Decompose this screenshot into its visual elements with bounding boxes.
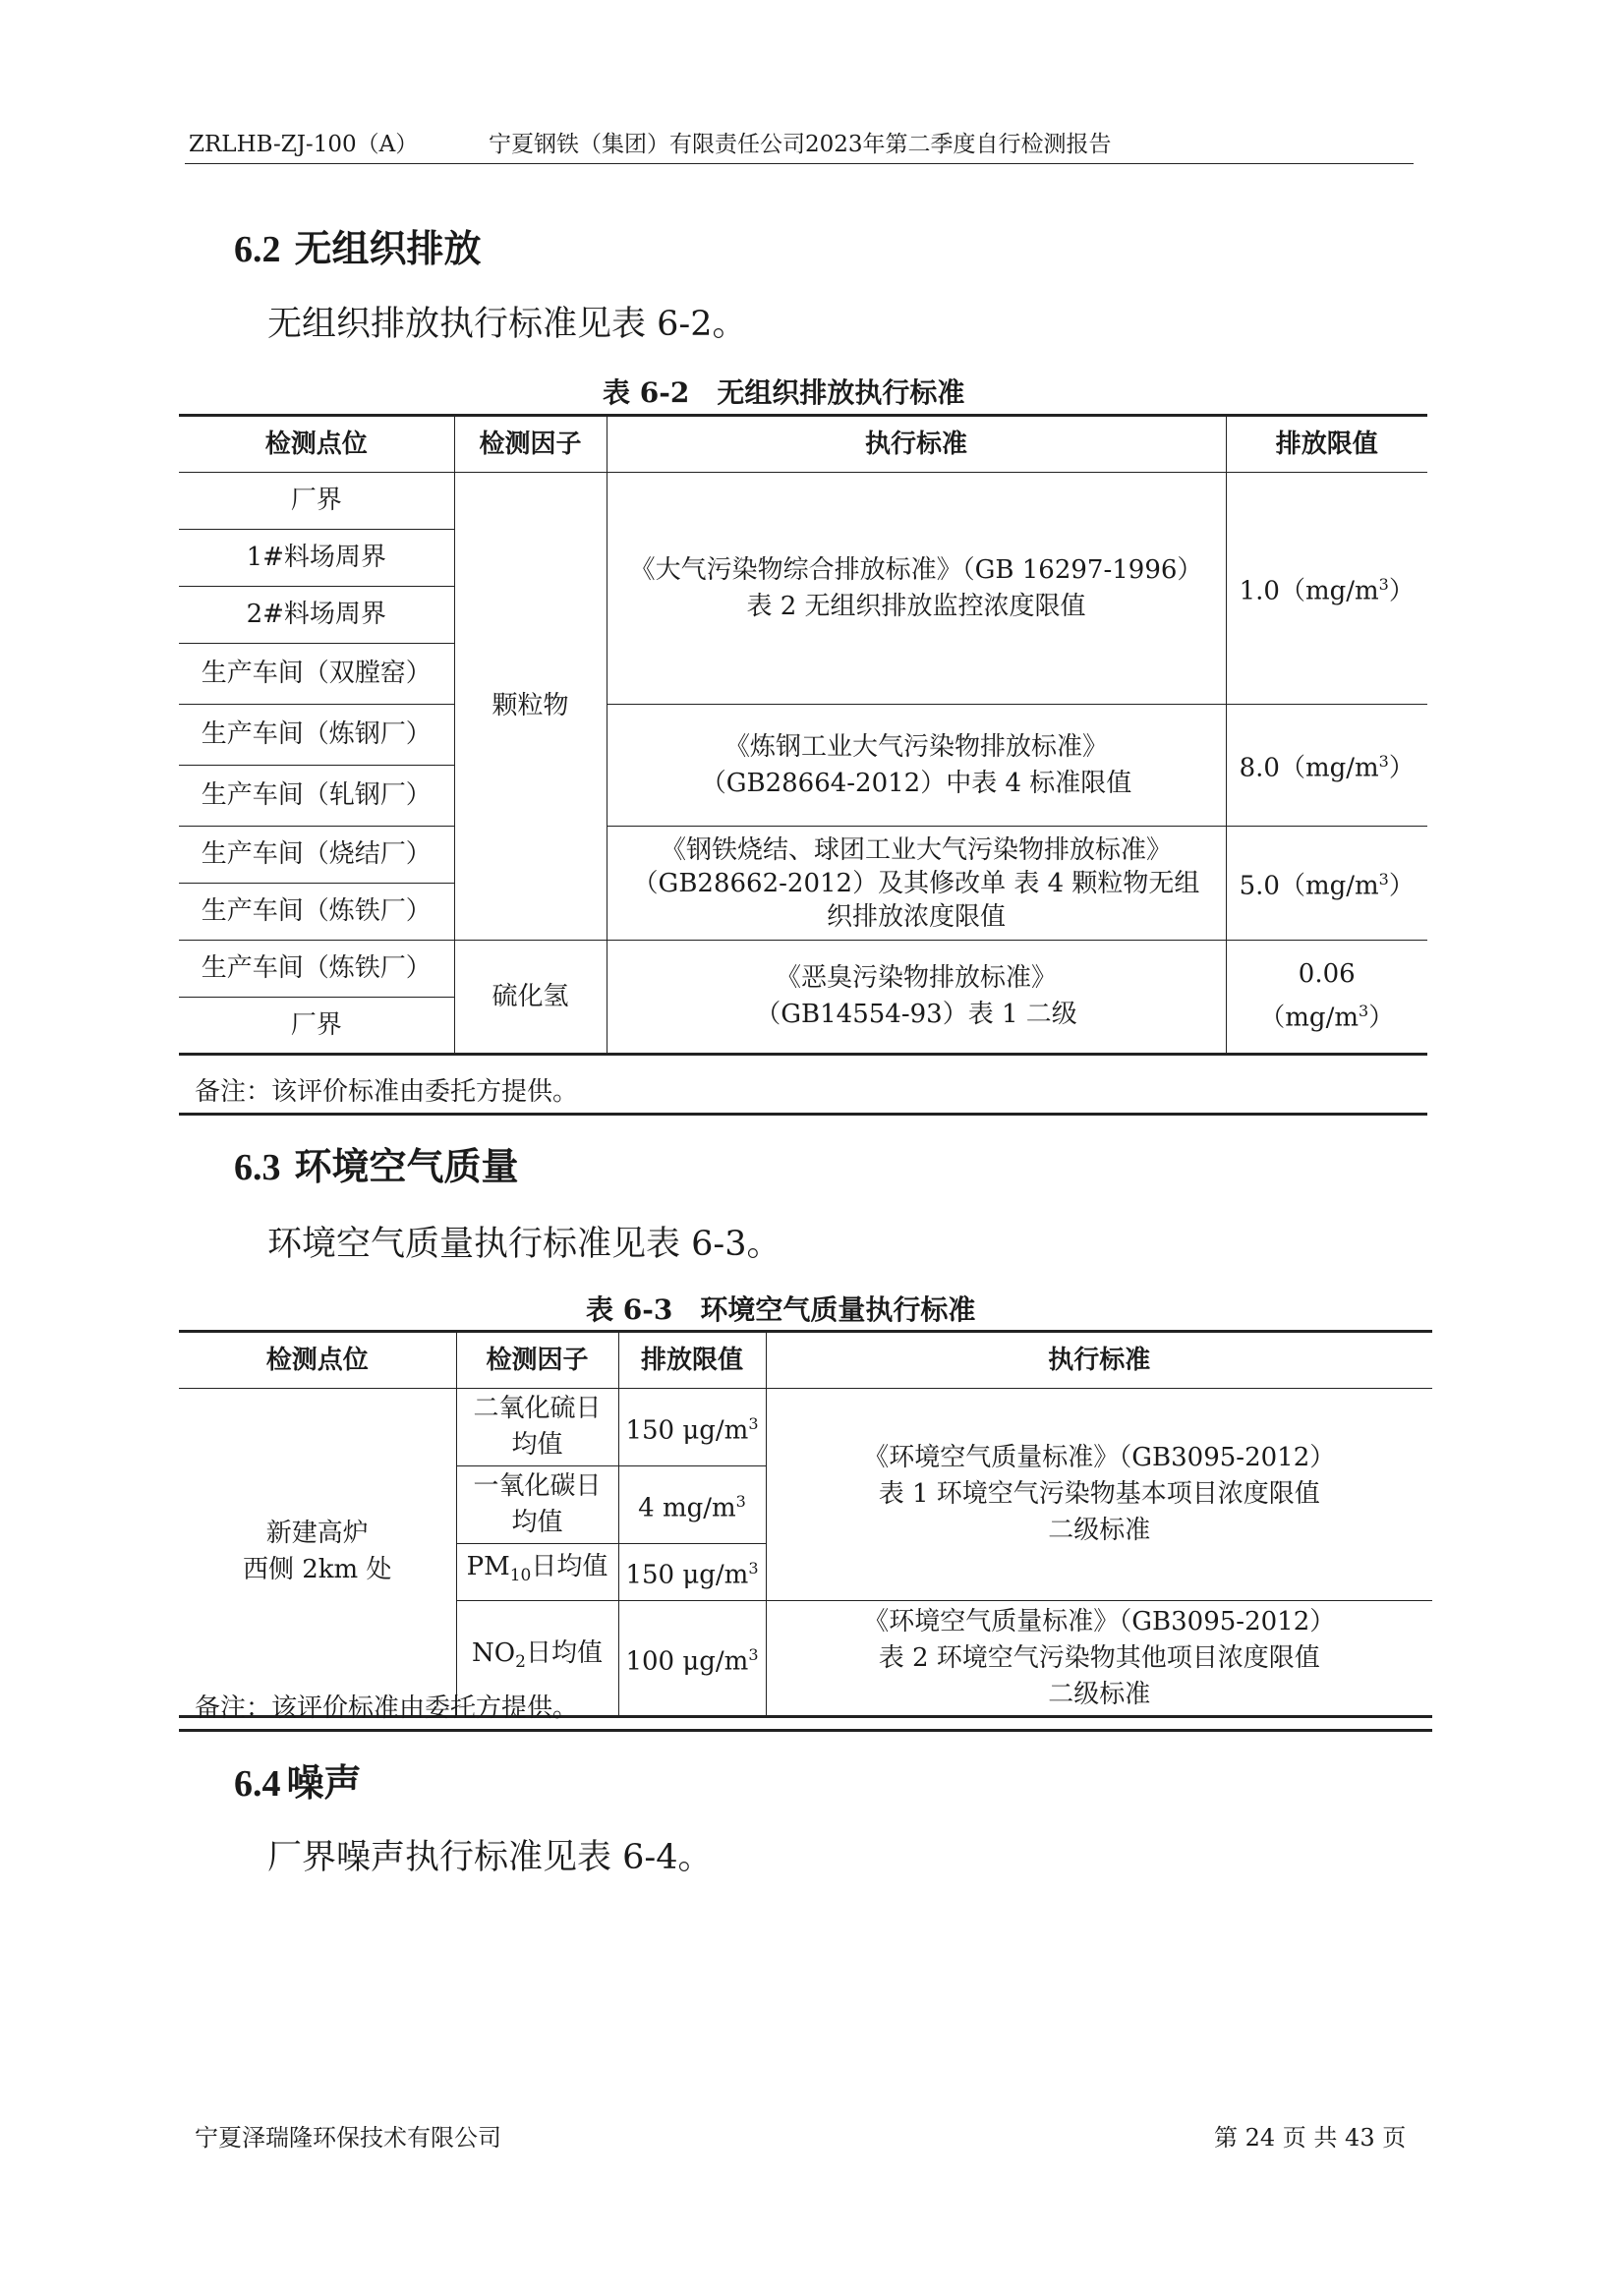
- monitor-point: 新建高炉 西侧 2km 处: [179, 1389, 456, 1717]
- section-heading-6-2: 6.2 无组织排放: [234, 226, 482, 270]
- table-6-3: [179, 1330, 1432, 1718]
- table-note-6-3: 备注：该评价标准由委托方提供。: [195, 1693, 579, 1723]
- col-header: 检测因子: [456, 1332, 618, 1389]
- limit-cell: 150 $\mu g/m^3$: [618, 1389, 766, 1466]
- section-heading-6-4: 6.4 噪声: [234, 1760, 362, 1805]
- note-rule: [179, 1729, 1432, 1732]
- limit-cell: 4 $mg/m^3$: [618, 1466, 766, 1544]
- monitor-point: 1#料场周界: [179, 530, 454, 587]
- factor-cell: $PM_{10}$日均值: [456, 1544, 618, 1601]
- monitor-point: 生产车间（炼铁厂）: [179, 884, 454, 941]
- table-caption-6-2: 表 6-2 无组织排放执行标准: [603, 376, 965, 409]
- col-header: 执行标准: [607, 416, 1226, 473]
- standard-cell: 《大气污染物综合排放标准》（GB 16297-1996） 表 2 无组织排放监控浓度限值: [607, 473, 1226, 705]
- standard-cell: 《环境空气质量标准》（GB3095-2012） 表 2 环境空气污染物其他项目浓度限值 二级标准: [766, 1601, 1432, 1717]
- monitor-point: 生产车间（炼钢厂）: [179, 705, 454, 766]
- footer-company: 宁夏泽瑞隆环保技术有限公司: [195, 2124, 501, 2152]
- footer-page-number: 第 24 页 共 43 页: [1214, 2124, 1407, 2152]
- factor-cell: 一氧化碳日均值: [456, 1466, 618, 1544]
- factor-cell: 二氧化硫日均值: [456, 1389, 618, 1466]
- standard-cell: 《钢铁烧结、球团工业大气污染物排放标准》 （GB28662-2012）及其修改单 表 4 颗粒物无组 织排放浓度限值: [607, 827, 1226, 941]
- note-rule: [179, 1113, 1427, 1116]
- limit-cell: $0.06(mg/m^3)$: [1226, 941, 1427, 1055]
- limit-cell: $5.0(mg/m^3)$: [1226, 827, 1427, 941]
- table-note-6-2: 备注：该评价标准由委托方提供。: [195, 1077, 579, 1107]
- section-intro-6-3: 环境空气质量执行标准见表 6-3。: [267, 1225, 781, 1264]
- factor-cell: 颗粒物: [454, 473, 607, 941]
- monitor-point: 生产车间（炼铁厂）: [179, 941, 454, 998]
- doc-title: 宁夏钢铁（集团）有限责任公司2023年第二季度自行检测报告: [489, 132, 1112, 157]
- monitor-point: 2#料场周界: [179, 587, 454, 644]
- monitor-point: 生产车间（烧结厂）: [179, 827, 454, 884]
- standard-cell: 《炼钢工业大气污染物排放标准》 （GB28664-2012）中表 4 标准限值: [607, 705, 1226, 827]
- limit-cell: $8.0(mg/m^3)$: [1226, 705, 1427, 827]
- col-header: 检测因子: [454, 416, 607, 473]
- doc-code: ZRLHB-ZJ-100（A）: [189, 132, 419, 157]
- section-heading-6-3: 6.3 环境空气质量: [234, 1144, 519, 1188]
- section-intro-6-2: 无组织排放执行标准见表 6-2。: [267, 305, 747, 344]
- monitor-point: 厂界: [179, 998, 454, 1055]
- standard-cell: 《环境空气质量标准》（GB3095-2012） 表 1 环境空气污染物基本项目浓度限值 二级标准: [766, 1389, 1432, 1601]
- col-header: 执行标准: [766, 1332, 1432, 1389]
- limit-cell: 100 $\mu g/m^3$: [618, 1601, 766, 1717]
- col-header: 检测点位: [179, 416, 454, 473]
- col-header: 排放限值: [618, 1332, 766, 1389]
- col-header: 检测点位: [179, 1332, 456, 1389]
- section-intro-6-4: 厂界噪声执行标准见表 6-4。: [267, 1838, 713, 1877]
- table-caption-6-3: 表 6-3 环境空气质量执行标准: [586, 1293, 976, 1326]
- limit-cell: 150 $\mu g/m^3$: [618, 1544, 766, 1601]
- col-header: 排放限值: [1226, 416, 1427, 473]
- standard-cell: 《恶臭污染物排放标准》 （GB14554-93）表 1 二级: [607, 941, 1226, 1055]
- factor-cell: 硫化氢: [454, 941, 607, 1055]
- monitor-point: 生产车间（双膛窑）: [179, 644, 454, 705]
- header-rule: [185, 163, 1414, 164]
- limit-cell: $1.0(mg/m^3)$: [1226, 473, 1427, 705]
- table-6-2: [179, 414, 1427, 1056]
- monitor-point: 生产车间（轧钢厂）: [179, 766, 454, 827]
- factor-cell: $NO_2$日均值: [456, 1601, 618, 1717]
- monitor-point: 厂界: [179, 473, 454, 530]
